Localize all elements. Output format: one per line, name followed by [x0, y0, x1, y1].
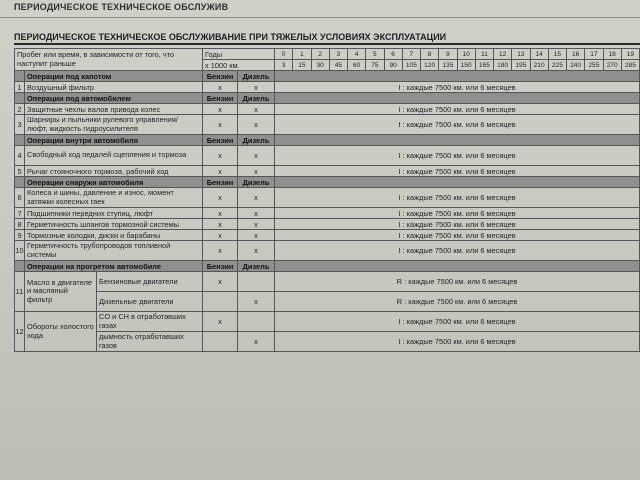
table-row [15, 188, 640, 208]
maintenance-table [14, 48, 640, 352]
section-blank [275, 71, 640, 82]
year-cell: 14 [530, 49, 548, 60]
year-cell: 3 [329, 49, 347, 60]
diesel-mark: x [238, 146, 275, 166]
year-cell: 11 [475, 49, 493, 60]
diesel-mark: x [238, 241, 275, 261]
table-row [15, 272, 640, 292]
item-number: 7 [15, 208, 25, 219]
interval-text: I : каждые 7500 км. или 6 месяцев [275, 241, 640, 261]
petrol-mark: x [203, 82, 238, 93]
interval-text: I : каждые 7500 км. или 6 месяцев [275, 188, 640, 208]
petrol-mark: x [203, 166, 238, 177]
table-row [15, 332, 640, 352]
header-row-years [15, 49, 640, 60]
petrol-header: Бензин [203, 261, 238, 272]
petrol-mark: x [203, 241, 238, 261]
table-row [15, 104, 640, 115]
petrol-mark: x [203, 115, 238, 135]
item-number: 10 [15, 241, 25, 261]
page-title: ПЕРИОДИЧЕСКОЕ ТЕХНИЧЕСКОЕ ОБСЛУЖИВАНИЕ ПРИ ТЯЖЕЛЫХ УСЛОВИЯХ ЭКСПЛУАТАЦИИ [14, 32, 447, 42]
year-cell: 13 [512, 49, 530, 60]
sub-item-name: CO и CH в отработавших газах [97, 312, 203, 332]
interval-text: I : каждые 7500 км. или 6 месяцев [275, 146, 640, 166]
interval-text: I : каждые 7500 км. или 6 месяцев [275, 312, 640, 332]
diesel-mark: x [238, 332, 275, 352]
table-row [15, 219, 640, 230]
km-cell: 165 [475, 60, 493, 71]
diesel-mark [238, 312, 275, 332]
section-blank [15, 93, 25, 104]
interval-text: I : каждые 7500 км. или 6 месяцев [275, 230, 640, 241]
km-cell: 90 [384, 60, 402, 71]
year-cell: 5 [366, 49, 384, 60]
petrol-mark: x [203, 146, 238, 166]
interval-text: I : каждые 7500 км. или 6 месяцев [275, 115, 640, 135]
section-row [15, 261, 640, 272]
year-cell: 4 [348, 49, 366, 60]
interval-text: I : каждые 7500 км. или 6 месяцев [275, 208, 640, 219]
km-cell: 75 [366, 60, 384, 71]
section-row [15, 71, 640, 82]
section-title: Операции под капотом [25, 71, 203, 82]
petrol-mark [203, 332, 238, 352]
diesel-mark [238, 272, 275, 292]
section-blank [275, 135, 640, 146]
section-row [15, 177, 640, 188]
item-number: 9 [15, 230, 25, 241]
interval-text: I : каждые 7500 км. или 6 месяцев [275, 82, 640, 93]
year-cell: 8 [421, 49, 439, 60]
petrol-mark: x [203, 188, 238, 208]
petrol-mark [203, 292, 238, 312]
sub-item-name: дымность отработавших газов [97, 332, 203, 352]
km-cell: 255 [585, 60, 603, 71]
table-row [15, 166, 640, 177]
table-row [15, 292, 640, 312]
item-number: 6 [15, 188, 25, 208]
diesel-header: Дизель [238, 71, 275, 82]
table-row [15, 230, 640, 241]
km-cell: 105 [402, 60, 420, 71]
km-cell: 225 [548, 60, 566, 71]
diesel-mark: x [238, 208, 275, 219]
item-number: 11 [15, 272, 25, 312]
years-label: Годы [203, 49, 275, 60]
table-row [15, 146, 640, 166]
petrol-header: Бензин [203, 71, 238, 82]
year-cell: 17 [585, 49, 603, 60]
item-name: Герметичность трубопроводов топливной системы [25, 241, 203, 261]
year-cell: 12 [494, 49, 512, 60]
section-title: Операции на прогретом автомобиле [25, 261, 203, 272]
diesel-mark: x [238, 82, 275, 93]
km-cell: 60 [348, 60, 366, 71]
interval-text: I : каждые 7500 км. или 6 месяцев [275, 104, 640, 115]
section-blank [15, 177, 25, 188]
item-name: Масло в двигателе и масляный фильтр [25, 272, 97, 312]
diesel-mark: x [238, 166, 275, 177]
item-name: Обороты холостого хода [25, 312, 97, 352]
section-row [15, 135, 640, 146]
km-cell: 30 [311, 60, 329, 71]
km-cell: 240 [567, 60, 585, 71]
section-row [15, 93, 640, 104]
item-name: Шарниры и пыльники рулевого управления/ люфт, жидкость гидроусилителя [25, 115, 203, 135]
item-number: 12 [15, 312, 25, 352]
item-number: 3 [15, 115, 25, 135]
petrol-mark: x [203, 230, 238, 241]
diesel-mark: x [238, 115, 275, 135]
year-cell: 18 [603, 49, 621, 60]
km-cell: 135 [439, 60, 457, 71]
section-blank [15, 71, 25, 82]
title-divider [14, 43, 640, 45]
section-blank [275, 93, 640, 104]
petrol-header: Бензин [203, 93, 238, 104]
diesel-mark: x [238, 292, 275, 312]
interval-text: R : каждые 7500 км. или 6 месяцев [275, 272, 640, 292]
diesel-mark: x [238, 188, 275, 208]
item-name: Свободный ход педалей сцепления и тормоза [25, 146, 203, 166]
year-cell: 15 [548, 49, 566, 60]
year-cell: 16 [567, 49, 585, 60]
item-name: Тормозные колодки, диски и барабаны [25, 230, 203, 241]
section-blank [15, 261, 25, 272]
item-number: 2 [15, 104, 25, 115]
table-row [15, 208, 640, 219]
km-cell: 150 [457, 60, 475, 71]
item-name: Защитные чехлы валов привода колес [25, 104, 203, 115]
interval-text: R : каждые 7500 км. или 6 месяцев [275, 292, 640, 312]
section-blank [15, 135, 25, 146]
sub-item-name: Дизельные двигатели [97, 292, 203, 312]
interval-text: I : каждые 7500 км. или 6 месяцев [275, 332, 640, 352]
item-name: Подшипники передних ступиц, люфт [25, 208, 203, 219]
item-name: Герметичность шлангов тормозной системы [25, 219, 203, 230]
diesel-header: Дизель [238, 177, 275, 188]
km-cell: 15 [293, 60, 311, 71]
section-blank [275, 177, 640, 188]
section-title: Операции снаружи автомобиля [25, 177, 203, 188]
year-cell: 10 [457, 49, 475, 60]
item-number: 8 [15, 219, 25, 230]
item-number: 5 [15, 166, 25, 177]
year-cell: 2 [311, 49, 329, 60]
year-cell: 9 [439, 49, 457, 60]
section-blank [275, 261, 640, 272]
petrol-header: Бензин [203, 135, 238, 146]
year-cell: 6 [384, 49, 402, 60]
petrol-header: Бензин [203, 177, 238, 188]
diesel-header: Дизель [238, 261, 275, 272]
petrol-mark: x [203, 104, 238, 115]
item-name: Рычаг стояночного тормоза, рабочий ход [25, 166, 203, 177]
km-cell: 3 [275, 60, 293, 71]
sub-item-name: Бензиновые двигатели [97, 272, 203, 292]
year-cell: 19 [621, 49, 639, 60]
km-cell: 195 [512, 60, 530, 71]
header-label: Пробег или время, в зависимости от того, что наступит раньше [15, 49, 203, 71]
km-cell: 285 [621, 60, 639, 71]
item-number: 1 [15, 82, 25, 93]
diesel-header: Дизель [238, 135, 275, 146]
diesel-mark: x [238, 104, 275, 115]
km-cell: 120 [421, 60, 439, 71]
item-name: Колеса и шины, давление и износ, момент затяжки колесных гаек [25, 188, 203, 208]
year-cell: 1 [293, 49, 311, 60]
item-number: 4 [15, 146, 25, 166]
top-divider [0, 17, 640, 18]
diesel-mark: x [238, 219, 275, 230]
table-row [15, 312, 640, 332]
interval-text: I : каждые 7500 км. или 6 месяцев [275, 219, 640, 230]
km-cell: 210 [530, 60, 548, 71]
petrol-mark: x [203, 272, 238, 292]
diesel-mark: x [238, 230, 275, 241]
top-title: ПЕРИОДИЧЕСКОЕ ТЕХНИЧЕСКОЕ ОБСЛУЖИВ [14, 2, 229, 12]
km-cell: 180 [494, 60, 512, 71]
petrol-mark: x [203, 219, 238, 230]
year-cell: 7 [402, 49, 420, 60]
section-title: Операции под автомобилем [25, 93, 203, 104]
item-name: Воздушный фильтр [25, 82, 203, 93]
interval-text: I : каждые 7500 км. или 6 месяцев [275, 166, 640, 177]
table-row [15, 82, 640, 93]
table-row [15, 115, 640, 135]
diesel-header: Дизель [238, 93, 275, 104]
km-cell: 270 [603, 60, 621, 71]
km-label: х 1000 км. [203, 60, 275, 71]
section-title: Операции внутри автомобиля [25, 135, 203, 146]
petrol-mark: x [203, 208, 238, 219]
petrol-mark: x [203, 312, 238, 332]
km-cell: 45 [329, 60, 347, 71]
table-row [15, 241, 640, 261]
year-cell: 0 [275, 49, 293, 60]
